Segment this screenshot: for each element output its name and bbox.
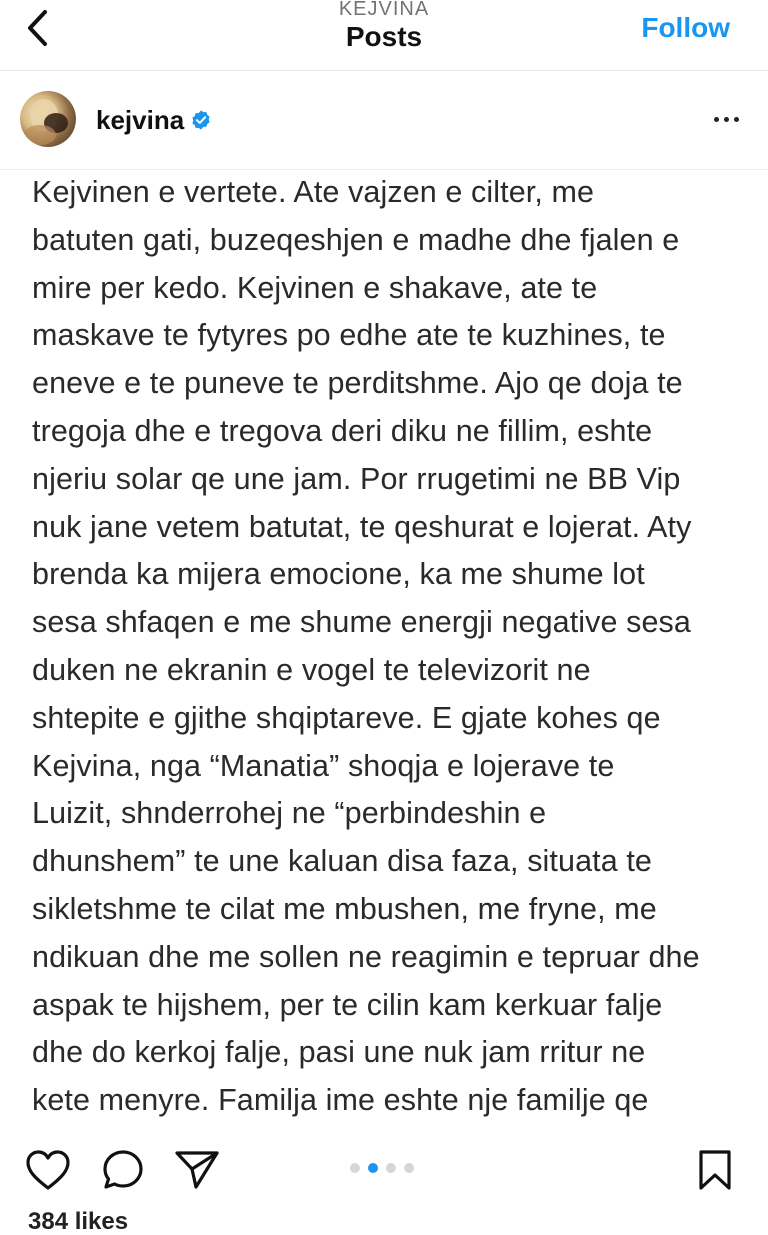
more-options-button[interactable] (706, 101, 746, 137)
verified-badge-icon (190, 109, 212, 131)
post-text-line: dhe do kerkoj falje, pasi une nuk jam rritur ne (32, 1035, 646, 1070)
bookmark-icon (697, 1149, 733, 1191)
comment-icon (101, 1148, 145, 1192)
post-text-line: kete menyre. Familja ime eshte nje familje qe (32, 1083, 649, 1118)
post-text-line: njeriu solar qe une jam. Por rrugetimi ne BB Vip (32, 461, 681, 496)
post-text-line: aspak te hijshem, per te cilin kam kerkuar falje (32, 987, 663, 1022)
chevron-left-icon (25, 8, 51, 48)
post-text-line: dhunshem” te une kaluan disa faza, situata te (32, 844, 652, 879)
post-username[interactable]: kejvina (96, 105, 185, 135)
send-icon (174, 1149, 220, 1191)
more-horizontal-icon (714, 117, 719, 122)
carousel-dot (404, 1163, 414, 1173)
back-button[interactable] (18, 8, 58, 48)
likes-count[interactable]: 384 likes (28, 1208, 129, 1235)
post-text-line: ndikuan dhe me sollen ne reagimin e tepruar dhe (32, 939, 700, 974)
save-button[interactable] (690, 1140, 740, 1200)
carousel-indicator (350, 1163, 422, 1173)
avatar[interactable] (20, 91, 76, 147)
heart-icon (25, 1149, 71, 1191)
post-text-line: Luizit, shnderrohej ne “perbindeshin e (32, 796, 547, 831)
avatar-image (20, 91, 76, 147)
carousel-dot (386, 1163, 396, 1173)
post-text-line: sesa shfaqen e me shume energji negative sesa (32, 605, 691, 640)
post-text-line: brenda ka mijera emocione, ka me shume lot (32, 557, 645, 592)
top-navigation-bar (0, 0, 768, 71)
follow-button[interactable]: Follow (641, 12, 730, 43)
post-text-line: maskave te fytyres po edhe ate te kuzhines, te (32, 318, 666, 353)
post-text-line: sikletshme te cilat me mbushen, me fryne, me (32, 891, 657, 926)
post-header (0, 71, 768, 170)
like-button[interactable] (23, 1140, 73, 1200)
nav-titles (234, 0, 534, 55)
post-image-text (32, 169, 768, 1121)
comment-button[interactable] (98, 1140, 148, 1200)
post-text-line: duken ne ekranin e vogel te televizorit ne (32, 652, 591, 687)
post-text-line: eneve e te puneve te perditshme. Ajo qe doja te (32, 366, 683, 401)
more-dot (724, 117, 729, 122)
post-text-line: Kejvinen e vertete. Ate vajzen e cilter, me (32, 175, 595, 209)
more-dot (734, 117, 739, 122)
post-text-line: mire per kedo. Kejvinen e shakave, ate te (32, 270, 598, 305)
page-title: Posts (345, 21, 423, 52)
carousel-dot-active (368, 1163, 378, 1173)
post-text-line: batuten gati, buzeqeshjen e madhe dhe fjalen e (32, 222, 680, 257)
post-actions (0, 1140, 768, 1200)
post-text-line: nuk jane vetem batutat, te qeshurat e lojerat. Aty (32, 509, 692, 544)
post-text-line: tregoja dhe e tregova deri diku ne fillim, eshte (32, 413, 653, 448)
post-text-line: shtepite e gjithe shqiptareve. E gjate kohes qe (32, 700, 661, 735)
post-text-line: Kejvina, nga “Manatia” shoqja e lojerave te (32, 748, 615, 783)
carousel-dot (350, 1163, 360, 1173)
share-button[interactable] (172, 1140, 222, 1200)
profile-username-subtitle: KEJVINA (338, 0, 430, 20)
